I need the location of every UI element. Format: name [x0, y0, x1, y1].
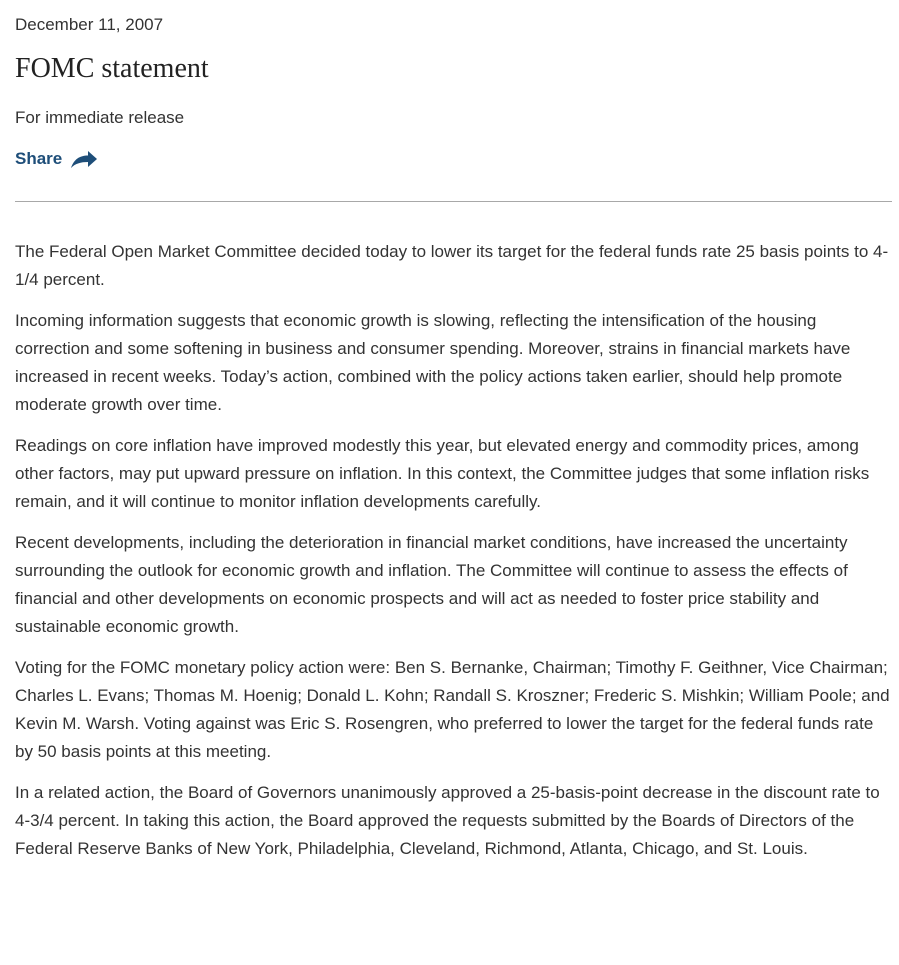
header-divider [15, 201, 892, 202]
page-title: FOMC statement [15, 53, 209, 84]
statement-body [15, 238, 892, 876]
paragraph: In a related action, the Board of Governors unanimously approved a 25-basis-point decrease in the discount rate to 4-3/4 percent. In taking this action, the Board approved the requests submitted by the Boards of Directors of the Federal Reserve Banks of New York, Philadelphia, Cleveland, Richmond, Atlanta, Chicago, and St. Louis. [15, 783, 880, 858]
share-button[interactable] [15, 148, 99, 170]
release-note: For immediate release [15, 108, 185, 127]
paragraph: Voting for the FOMC monetary policy action were: Ben S. Bernanke, Chairman; Timothy F. Geithner, Vice Chairman; Charles L. Evans; Thomas M. Hoenig; Donald L. Kohn; Randall S. Kroszner; Frederic S. Mishkin; William Poole; and Kevin M. Warsh. Voting against was Eric S. Rosengren, who preferred to lower the target for the federal funds rate by 50 basis points at this meeting. [15, 658, 890, 761]
paragraph: Incoming information suggests that economic growth is slowing, reflecting the intensification of the housing correction and some softening in business and consumer spending. Moreover, strains in financial markets have increased in recent weeks. Today’s action, combined with the policy actions taken earlier, should help promote moderate growth over time. [15, 311, 851, 414]
paragraph: Recent developments, including the deterioration in financial market conditions, have increased the uncertainty surrounding the outlook for economic growth and inflation. The Committee will continue to assess the effects of financial and other developments on economic prospects and will act as needed to foster price stability and sustainable economic growth. [15, 533, 848, 636]
paragraph: The Federal Open Market Committee decided today to lower its target for the federal funds rate 25 basis points to 4-1/4 percent. [15, 242, 889, 289]
release-date: December 11, 2007 [15, 15, 164, 34]
share-arrow-icon [69, 150, 99, 170]
share-label: Share [15, 149, 63, 168]
paragraph: Readings on core inflation have improved modestly this year, but elevated energy and commodity prices, among other factors, may put upward pressure on inflation. In this context, the Committee judges that some inflation risks remain, and it will continue to monitor inflation developments carefully. [15, 436, 870, 511]
